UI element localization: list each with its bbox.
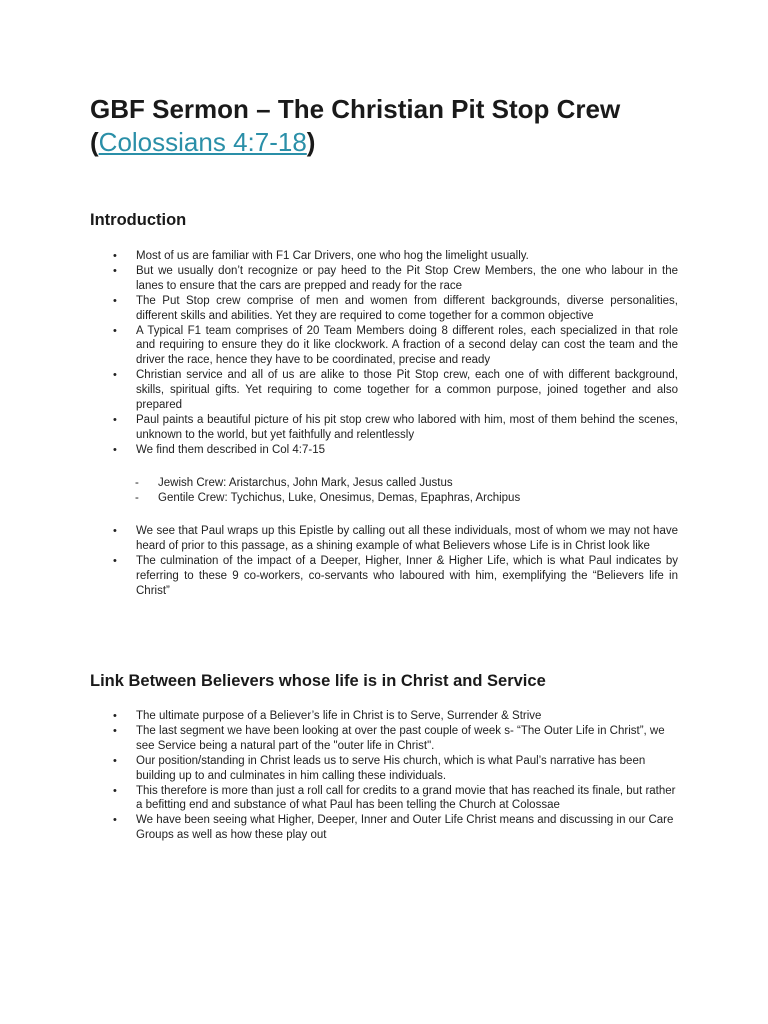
introduction-bullet-list-2 <box>90 524 678 599</box>
list-item: • The ultimate purpose of a Believer’s life in Christ is to Serve, Surrender & Strive <box>90 709 678 724</box>
list-item: • Christian service and all of us are alike to those Pit Stop crew, each one of with different background, skills, spiritual gifts. Yet requiring to come together for a common purpose, joined together and also prepared <box>90 368 678 413</box>
list-item: • Our position/standing in Christ leads us to serve His church, which is what Paul’s narrative has been building up to and culminates in him calling these individuals. <box>90 754 678 784</box>
list-item: • We see that Paul wraps up this Epistle by calling out all these individuals, most of whom we may not have heard of prior to this passage, as a shining example of what Believers whose Life is in Christ look like <box>90 524 678 554</box>
scripture-reference-link[interactable]: Colossians 4:7-18 <box>98 127 307 157</box>
link-section-heading: Link Between Believers whose life is in Christ and Service <box>90 672 546 690</box>
title-open-paren: ( <box>90 127 99 157</box>
introduction-heading: Introduction <box>90 211 187 229</box>
introduction-bullet-list <box>90 249 678 458</box>
list-item: • Most of us are familiar with F1 Car Drivers, one who hog the limelight usually. <box>90 249 678 264</box>
title-close-paren: ) <box>306 127 316 157</box>
list-item: • But we usually don’t recognize or pay heed to the Pit Stop Crew Members, the one who labour in the lanes to ensure that the cars are prepped and ready for the race <box>90 264 678 294</box>
list-item: - Gentile Crew: Tychichus, Luke, Onesimus, Demas, Epaphras, Archipus <box>90 491 678 506</box>
list-item: • Paul paints a beautiful picture of his pit stop crew who labored with him, most of them behind the scenes, unknown to the world, but yet faithfully and relentlessly <box>90 413 678 443</box>
list-item: • The Put Stop crew comprise of men and women from different backgrounds, diverse personalities, different skills and abilities. Yet they are required to come together for a common objective <box>90 294 678 324</box>
link-section-bullet-list <box>90 709 678 843</box>
list-item: • We find them described in Col 4:7-15 <box>90 443 678 458</box>
title-text: GBF Sermon – The Christian Pit Stop Crew <box>90 94 621 124</box>
list-item: - Jewish Crew: Aristarchus, John Mark, Jesus called Justus <box>90 476 678 491</box>
list-item: • This therefore is more than just a roll call for credits to a grand movie that has reached its finale, but rather a befitting end and substance of what Paul has been telling the Church at Colossae <box>90 784 678 814</box>
page-title <box>90 93 690 159</box>
list-item: • The last segment we have been looking at over the past couple of week s- “The Outer Life in Christ”, we see Service being a natural part of the "outer life in Christ". <box>90 724 678 754</box>
list-item: • A Typical F1 team comprises of 20 Team Members doing 8 different roles, each specialized in that role and requiring to ensure they do it like clockwork. A fraction of a second delay can cost the team and the driver the race, hence they have to be coordinated, precise and ready <box>90 324 678 369</box>
list-item: • We have been seeing what Higher, Deeper, Inner and Outer Life Christ means and discussing in our Care Groups as well as how these play out <box>90 813 678 843</box>
list-item: • The culmination of the impact of a Deeper, Higher, Inner & Higher Life, which is what Paul indicates by referring to these 9 co-workers, co-servants who laboured with him, exemplifying the “Believers life in Christ” <box>90 554 678 599</box>
crew-dash-list <box>90 476 678 506</box>
